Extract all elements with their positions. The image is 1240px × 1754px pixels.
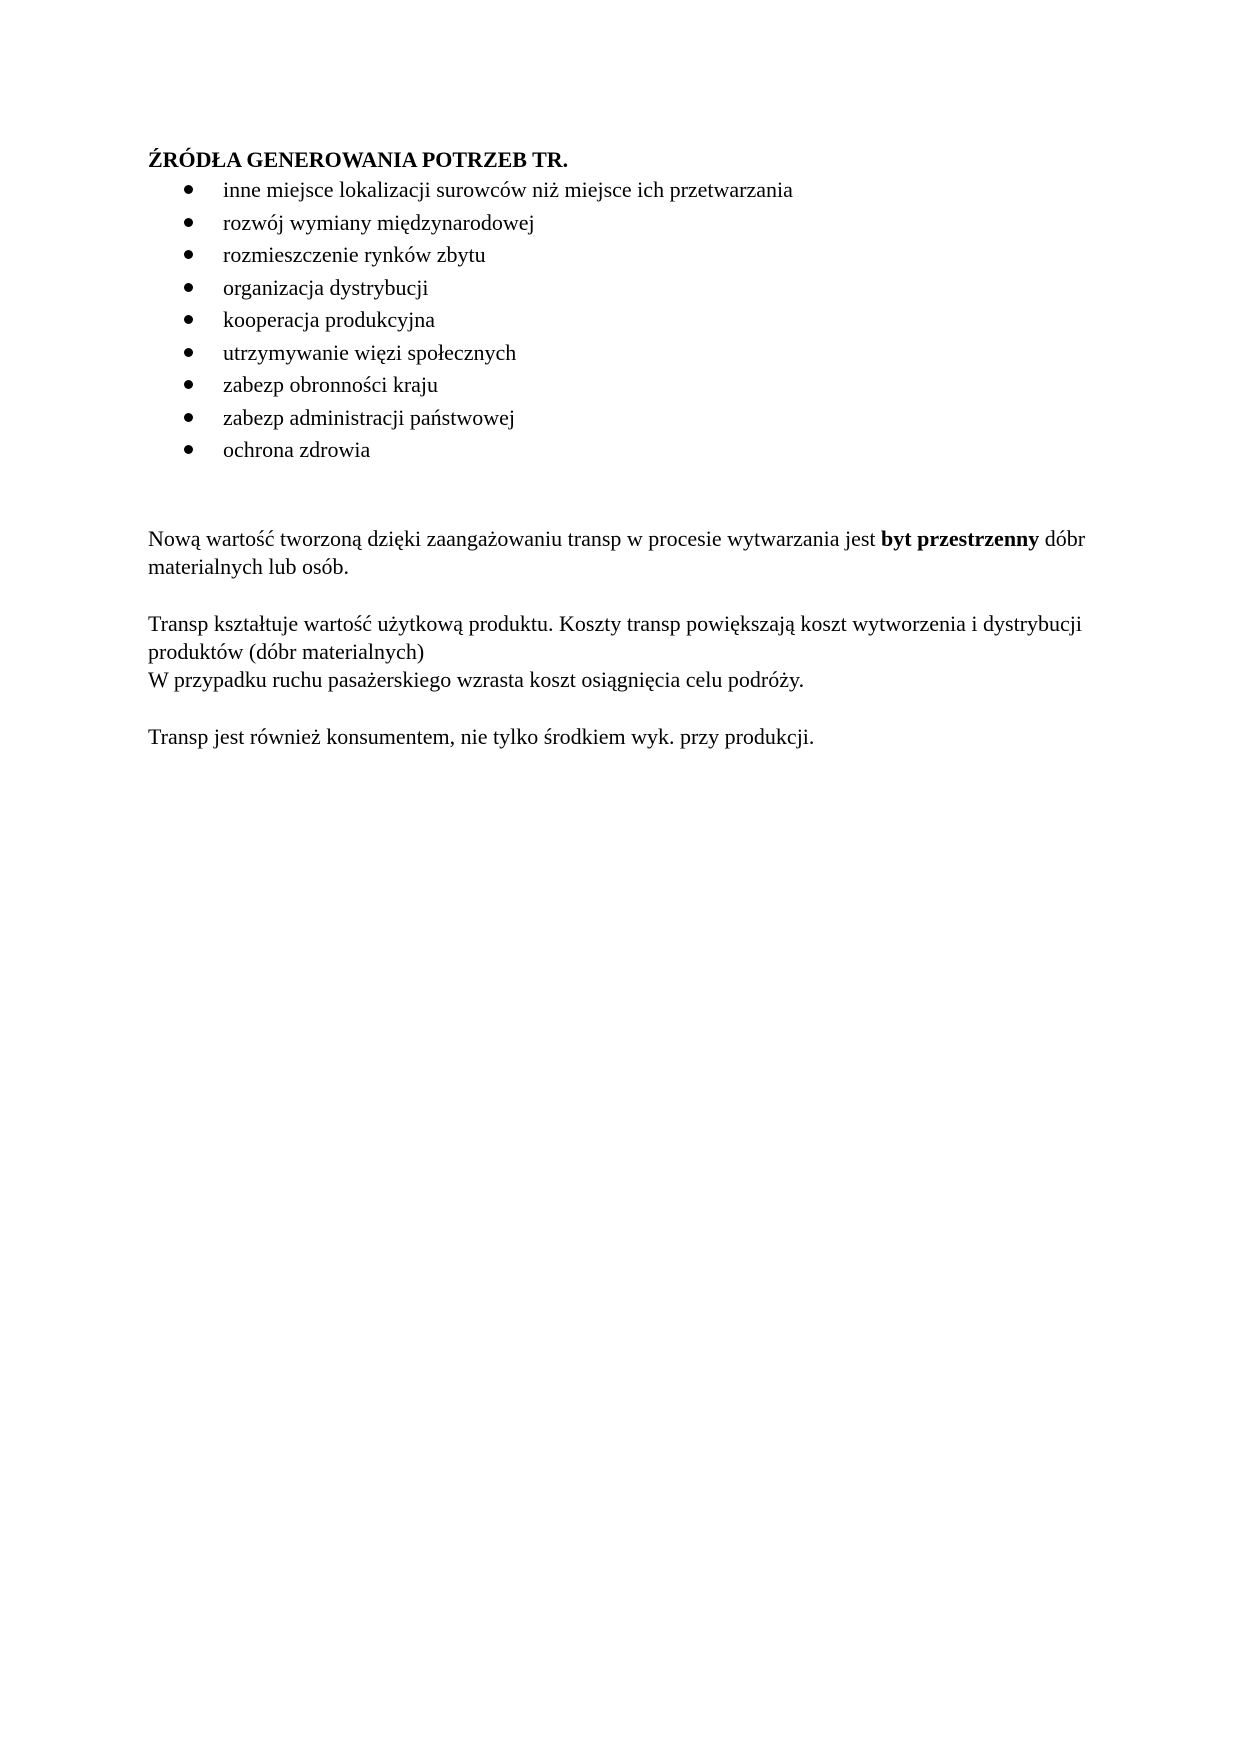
bullet-icon (184, 445, 193, 454)
list-item-text: organizacja dystrybucji (223, 274, 429, 300)
list-item-text: utrzymywanie więzi społecznych (223, 339, 517, 365)
paragraph-passenger: W przypadku ruchu pasażerskiego wzrasta koszt osiągnięcia celu podróży. (148, 666, 805, 692)
list-item (148, 371, 1098, 404)
bullet-icon (184, 413, 193, 422)
bullet-icon (184, 315, 193, 324)
bullet-icon (184, 250, 193, 259)
list-item (148, 339, 1098, 372)
emphasis-text: byt przestrzenny (881, 525, 1040, 551)
paragraph-text: Nową wartość tworzoną dzięki zaangażowaniu transp w procesie wytwarzania jest (148, 525, 882, 551)
list-item (148, 176, 1098, 209)
document-body (148, 146, 1098, 751)
paragraph-text: dóbr materialnych lub osób. (148, 525, 1086, 579)
list-item (148, 274, 1098, 307)
bullet-icon (184, 283, 193, 292)
bullet-icon (184, 185, 193, 194)
list-item (148, 306, 1098, 339)
list-item-text: zabezp administracji państwowej (223, 404, 516, 430)
list-item-text: rozmieszczenie rynków zbytu (223, 242, 486, 267)
list-item (148, 241, 1098, 274)
section-heading: ŹRÓDŁA GENEROWANIA POTRZEB TR. (148, 147, 569, 172)
paragraph-new-value (148, 525, 1098, 581)
bullet-icon (184, 218, 193, 227)
paragraph-use-value: Transp kształtuje wartość użytkową produktu. Koszty transp powiększają koszt wytworzenia i dystrybucji produktów (dóbr materialnych) (148, 610, 1082, 664)
paragraph-consumer: Transp jest również konsumentem, nie tylko środkiem wyk. przy produkcji. (148, 723, 815, 749)
list-item-text: zabezp obronności kraju (223, 372, 439, 397)
bullet-icon (184, 380, 193, 389)
list-item (148, 436, 1098, 469)
bullet-icon (184, 348, 193, 357)
list-item (148, 404, 1098, 437)
list-item-text: rozwój wymiany międzynarodowej (223, 209, 535, 235)
list-item-text: ochrona zdrowia (223, 437, 371, 462)
list-item-text: inne miejsce lokalizacji surowców niż miejsce ich przetwarzania (223, 177, 793, 202)
list-item (148, 209, 1098, 242)
bullet-list (148, 176, 1098, 469)
list-item-text: kooperacja produkcyjna (223, 307, 435, 332)
